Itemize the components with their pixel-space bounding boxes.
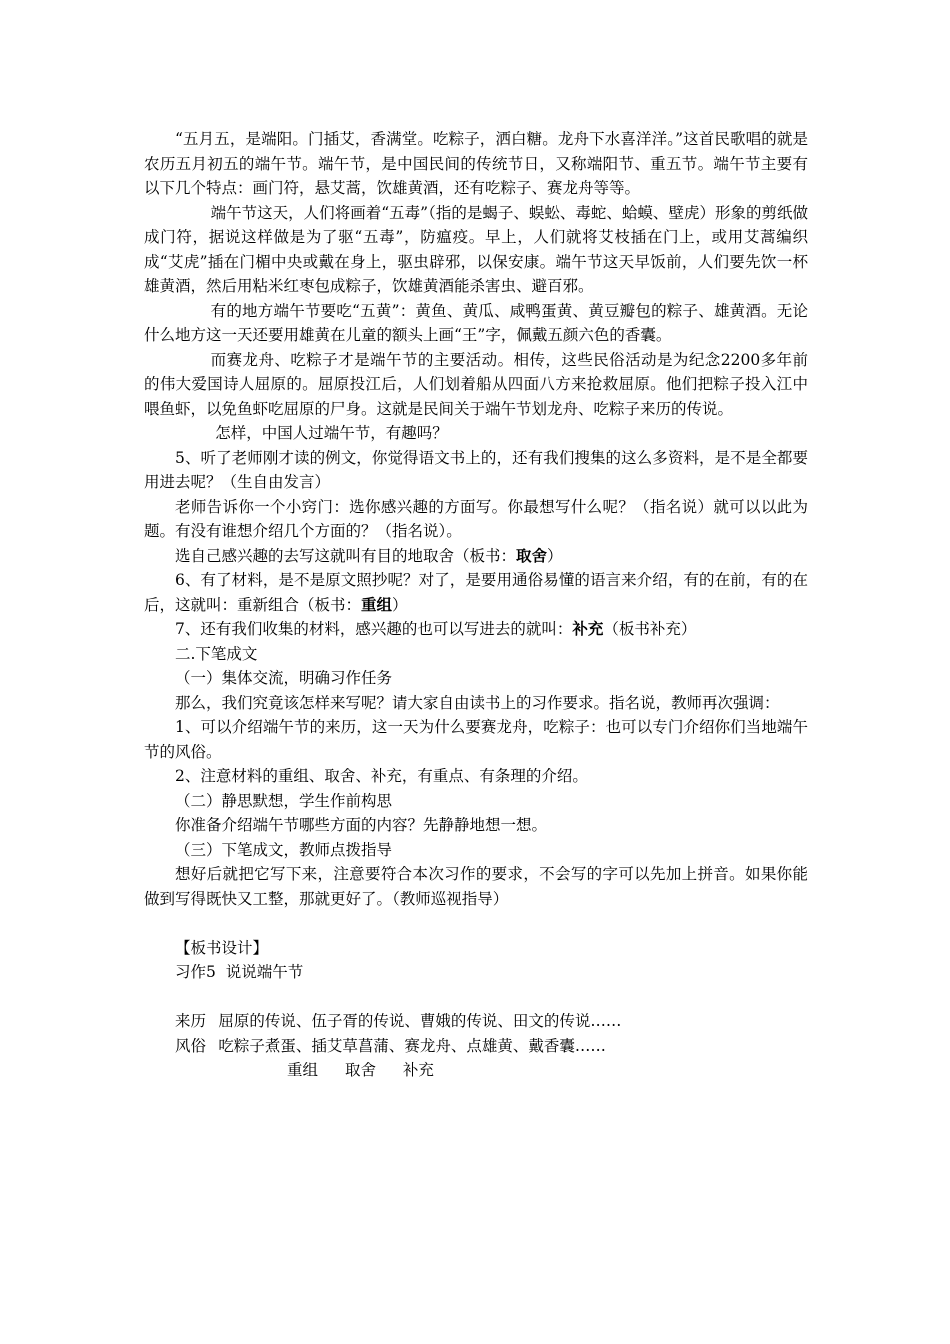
board-row-origin-text: 屈原的传说、伍子胥的传说、曹娥的传说、田文的传说…… [218, 1012, 622, 1030]
board-row-origin [144, 1009, 808, 1034]
example-paragraph-2: 端午节这天，人们将画着“五毒”（指的是蝎子、蜈蚣、毒蛇、蛤蟆、壁虎）形象的剪纸做成门符，据说这样做是为了驱“五毒”，防瘟疫。早上，人们就将艾枝插在门上，或用艾蒿编织成“艾虎”插在门楣中央或戴在身上，驱虫辟邪，以保安康。端午节这天早饭前，人们要先饮一杯雄黄酒，然后用粘米红枣包成粽子，饮雄黄酒能杀害虫、避百邪。 [144, 203, 808, 295]
example-paragraph-5: 怎样，中国人过端午节，有趣吗？ [215, 424, 448, 442]
requirement-1-paragraph: 1、可以介绍端午节的来历，这一天为什么要赛龙舟，吃粽子：也可以专门介绍你们当地端午节的风俗。 [144, 718, 808, 761]
board-keywords [144, 1058, 808, 1083]
board-keyword-regroup: 重组 [287, 1061, 319, 1079]
board-row-customs-text: 吃粽子煮蛋、插艾草菖蒲、赛龙舟、点雄黄、戴香囊…… [218, 1036, 606, 1055]
subsection-heading-3: （三）下笔成文，教师点拨指导 [175, 840, 393, 859]
blank-line [144, 985, 808, 1010]
board-row-customs-label: 风俗 [175, 1036, 207, 1055]
step-7-text: 7、还有我们收集的材料，感兴趣的也可以写进去的就叫： [175, 620, 573, 638]
board-design-title: 习作5 说说端午节 [175, 963, 304, 981]
selection-close: ） [547, 546, 563, 565]
board-row-customs [144, 1034, 808, 1059]
selection-text: 选自己感兴趣的去写这就叫有目的地取舍（板书： [175, 546, 517, 565]
step-6-text: 6、有了材料，是不是原文照抄呢？对了，是要用通俗易懂的语言来介绍，有的在前，有的在后，这就叫：重新组合（板书： [144, 571, 808, 614]
example-paragraph-4: 而赛龙舟、吃粽子才是端午节的主要活动。相传，这些民俗活动是为纪念2200多年前的伟大爱国诗人屈原的。屈原投江后，人们划着船从四面八方来抢救屈原。他们把粽子投入江中喂鱼虾，以免鱼虾吃屈原的尸身。这就是民间关于端午节划龙舟、吃粽子来历的传说。 [144, 350, 808, 418]
instruction-paragraph: 那么，我们究竟该怎样来写呢？请大家自由读书上的习作要求。指名说，教师再次强调： [175, 693, 780, 712]
blank-line [144, 911, 808, 936]
board-design-heading: 【板书设计】 [175, 938, 269, 957]
subsection-heading-1: （一）集体交流，明确习作任务 [175, 669, 393, 687]
step-6-close: ） [392, 595, 408, 614]
board-keyword-supplement: 补充 [402, 1061, 434, 1079]
teacher-tip-paragraph: 老师告诉你一个小窍门：选你感兴趣的方面写。你最想写什么呢？（指名说）就可以以此为题。有没有谁想介绍几个方面的？（指名说）。 [144, 497, 808, 540]
document-body [144, 127, 808, 1083]
step-7-note: （板书补充） [603, 620, 697, 638]
step-6-keyword: 重组 [361, 594, 393, 614]
selection-keyword: 取舍 [516, 545, 548, 565]
section-heading-writing: 二.下笔成文 [175, 644, 258, 663]
requirement-2-paragraph: 2、注意材料的重组、取舍、补充，有重点、有条理的介绍。 [175, 767, 588, 785]
example-paragraph-1: “五月五，是端阳。门插艾，香满堂。吃粽子，洒白糖。龙舟下水喜洋洋。”这首民歌唱的就是农历五月初五的端午节。端午节，是中国民间的传统节日，又称端阳节、重五节。端午节主要有以下几个特点：画门符，悬艾蒿，饮雄黄酒，还有吃粽子、赛龙舟等等。 [144, 130, 808, 197]
reflection-paragraph: 你准备介绍端午节哪些方面的内容？先静静地想一想。 [175, 816, 548, 834]
selection-paragraph [144, 544, 808, 569]
board-keyword-select: 取舍 [344, 1061, 376, 1079]
example-paragraph-3: 有的地方端午节要吃“五黄”：黄鱼、黄瓜、咸鸭蛋黄、黄豆瓣包的粽子、雄黄酒。无论什么地方这一天还要用雄黄在儿童的额头上画“王”字，佩戴五颜六色的香囊。 [144, 301, 808, 344]
writing-guidance-paragraph: 想好后就把它写下来，注意要符合本次习作的要求，不会写的字可以先加上拼音。如果你能做到写得既快又工整，那就更好了。（教师巡视指导） [144, 865, 808, 908]
step-6-paragraph [144, 568, 808, 617]
step-7-paragraph [144, 617, 808, 642]
step-5-paragraph: 5、听了老师刚才读的例文，你觉得语文书上的，还有我们搜集的这么多资料，是不是全都要用进去呢？（生自由发言） [144, 448, 808, 491]
step-7-keyword: 补充 [572, 619, 604, 638]
subsection-heading-2: （二）静思默想，学生作前构思 [175, 791, 393, 810]
board-row-origin-label: 来历 [175, 1012, 207, 1030]
